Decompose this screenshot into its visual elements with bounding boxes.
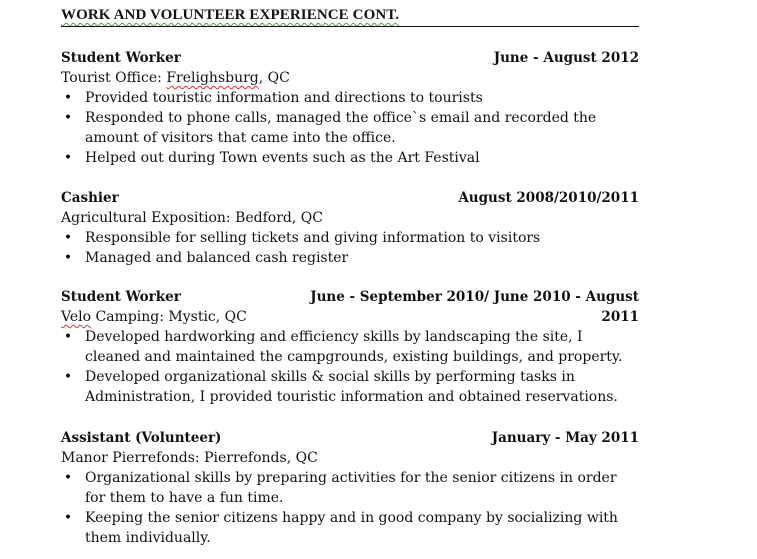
job-bullet-list: [61, 468, 639, 548]
job-entry: [61, 48, 639, 168]
bullet-item: [61, 248, 639, 268]
bullet-text: Developed organizational skills & social skills by performing tasks in Administration, I provided touristic information and obtained reservations.: [85, 369, 618, 405]
bullet-icon: •: [63, 510, 73, 526]
bullet-text: Responsible for selling tickets and giving information to visitors: [85, 230, 541, 246]
bullet-item: [61, 148, 639, 168]
bullet-item: [61, 228, 639, 248]
bullet-item: [61, 367, 639, 407]
resume-page: [61, 6, 639, 546]
section-divider: [61, 26, 639, 27]
bullet-text: Organizational skills by preparing activities for the senior citizens in order for them to have a fun time.: [85, 470, 617, 506]
job-title: Assistant (Volunteer): [61, 430, 222, 446]
job-header: [61, 48, 639, 68]
bullet-item: [61, 88, 639, 108]
bullet-item: [61, 327, 639, 367]
bullet-icon: •: [63, 250, 73, 266]
job-organization: Agricultural Exposition: Bedford, QC: [61, 210, 323, 226]
job-title: Student Worker: [61, 50, 181, 66]
bullet-icon: •: [63, 470, 73, 486]
job-title: Student Worker: [61, 289, 181, 305]
job-date: June - September 2010/ June 2010 - August 2011: [310, 289, 639, 325]
job-date: January - May 2011: [491, 430, 639, 446]
bullet-text: Responded to phone calls, managed the office`s email and recorded the amount of visitors that came into the office.: [85, 110, 597, 146]
job-bullet-list: [61, 327, 639, 407]
bullet-item: [61, 508, 639, 548]
bullet-text: Provided touristic information and directions to tourists: [85, 90, 483, 106]
bullet-text: Keeping the senior citizens happy and in good company by socializing with them individually.: [85, 510, 618, 546]
bullet-icon: •: [63, 90, 73, 106]
job-date: August 2008/2010/2011: [458, 190, 639, 206]
org-suffix: , QC: [258, 70, 290, 86]
section-title: WORK AND VOLUNTEER EXPERIENCE CONT.: [61, 7, 400, 23]
job-entry: [61, 287, 639, 407]
job-bullet-list: [61, 228, 639, 268]
job-title: Cashier: [61, 190, 119, 206]
job-organization: Manor Pierrefonds: Pierrefonds, QC: [61, 450, 318, 466]
job-entry: [61, 428, 639, 548]
job-header: [61, 188, 639, 208]
job-date: June - August 2012: [493, 50, 639, 66]
bullet-icon: •: [63, 230, 73, 246]
bullet-item: [61, 468, 639, 508]
org-suffix: Camping: Mystic, QC: [91, 309, 247, 325]
bullet-icon: •: [63, 150, 73, 166]
bullet-text: Helped out during Town events such as the Art Festival: [85, 150, 480, 166]
org-prefix: Tourist Office:: [61, 70, 167, 86]
job-entry: [61, 188, 639, 268]
bullet-icon: •: [63, 369, 73, 385]
job-header: [61, 428, 639, 448]
spellcheck-word: Frelighsburg: [166, 70, 259, 86]
spellcheck-word: Velo: [61, 309, 92, 325]
bullet-text: Managed and balanced cash register: [85, 250, 349, 266]
job-bullet-list: [61, 88, 639, 168]
bullet-text: Developed hardworking and efficiency skills by landscaping the site, I cleaned and maintained the campgrounds, existing buildings, and property.: [85, 329, 623, 365]
bullet-icon: •: [63, 110, 73, 126]
bullet-icon: •: [63, 329, 73, 345]
job-organization: [61, 68, 639, 88]
bullet-item: [61, 108, 639, 148]
